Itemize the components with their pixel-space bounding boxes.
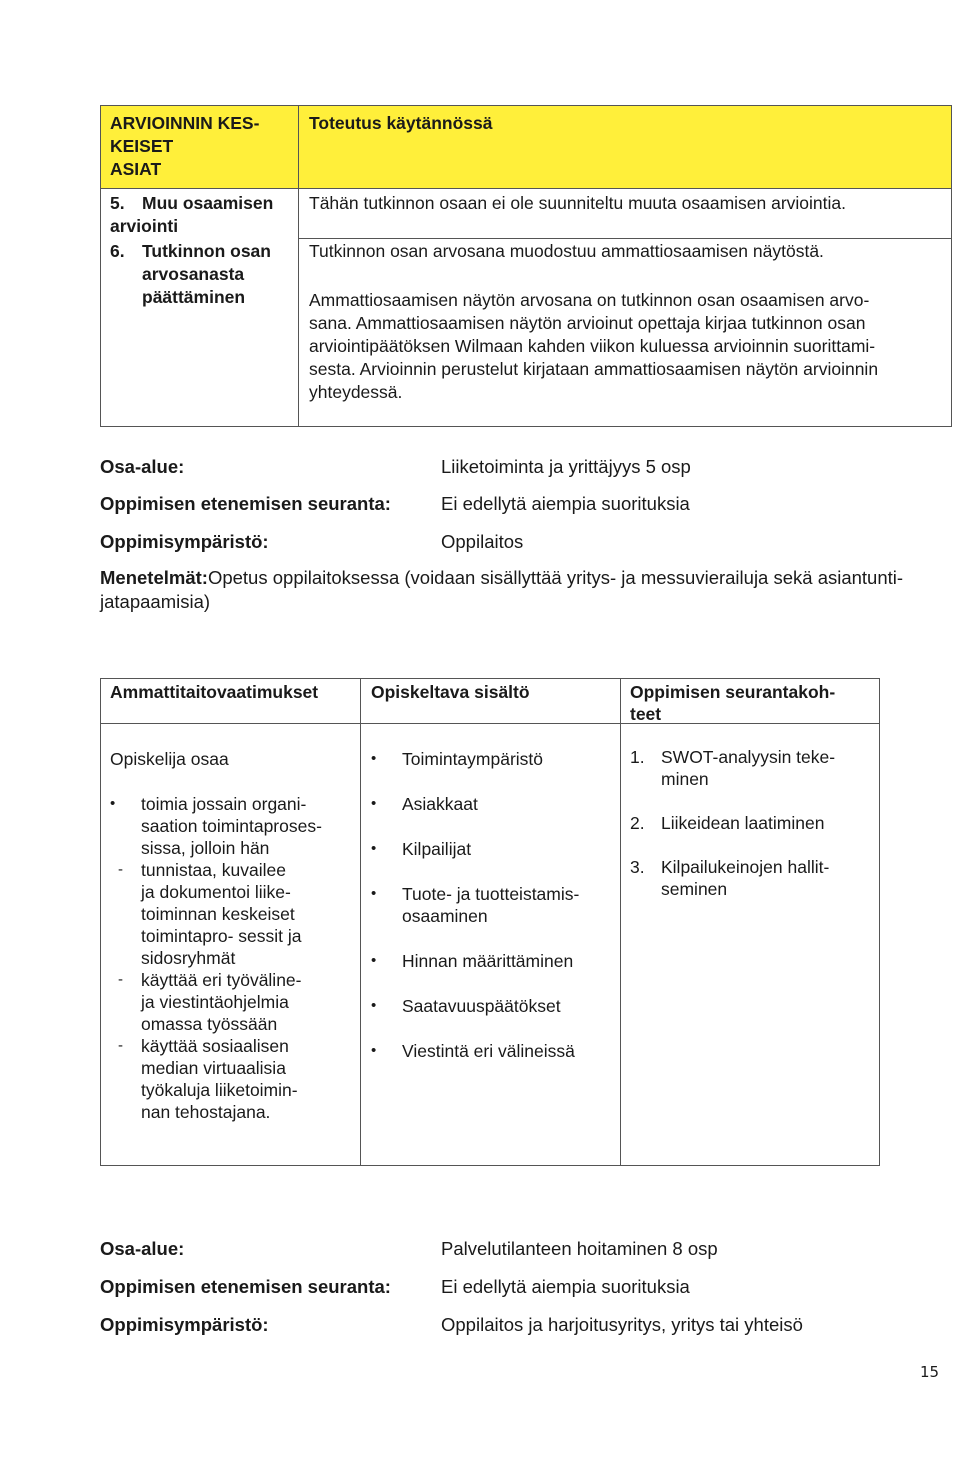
list-item: • Toimintaympäristö [371, 748, 611, 770]
header-ammattitaitovaatimukset: Ammattitaitovaatimukset [110, 682, 319, 702]
list-item [630, 812, 875, 834]
seuranta-label: Oppimisen etenemisen seuranta: [100, 1276, 391, 1297]
competence-table [100, 678, 880, 1166]
col3-numbered-list [630, 746, 875, 900]
column-divider [360, 679, 361, 1165]
item-text: Liikeidean laatiminen [661, 813, 825, 833]
row-number: 6. [110, 241, 125, 261]
column-divider [298, 106, 299, 426]
seuranta-value: Ei edellytä aiempia suorituksia [441, 493, 690, 514]
menetelmat-label: Menetelmät: [100, 567, 208, 588]
menetelmat-paragraph [100, 566, 950, 614]
oppimisymparisto-value: Oppilaitos ja harjoitusyritys, yritys tai yhteisö [441, 1314, 803, 1335]
list-item: - käyttää sosiaalisen median virtuaalisia työkaluja liiketoimin- nan tehostajana. [110, 1035, 355, 1123]
list-item: • Kilpailijat [371, 838, 611, 860]
list-item [630, 746, 875, 790]
list-item: • Hinnan määrittäminen [371, 950, 611, 972]
assessment-header-right: Toteutus käytännössä [309, 113, 493, 133]
list-item: - tunnistaa, kuvailee ja dokumentoi liike- toiminnan keskeiset toimintapro- sessit ja sidosryhmät [110, 859, 355, 969]
row-title-rest: arviointi [110, 216, 179, 236]
oppimisymparisto-label: Oppimisympäristö: [100, 531, 269, 552]
col2-content [371, 748, 611, 1062]
col1-bullet-text: toimia jossain organi- saation toimintaproses- sissa, jolloin hän [141, 794, 322, 858]
assessment-header-left: ARVIOINNIN KES- KEISET ASIAT [110, 113, 260, 179]
seuranta-value: Ei edellytä aiempia suorituksia [441, 1276, 690, 1297]
item-number: 2. [630, 813, 645, 833]
list-item: • Tuote- ja tuotteistamis- osaaminen [371, 883, 611, 927]
osa-alue-value: Palvelutilanteen hoitaminen 8 osp [441, 1238, 718, 1259]
column-divider [620, 679, 621, 1165]
assessment-row-5-text: Tähän tutkinnon osaan ei ole suunniteltu muuta osaamisen arviointia. [309, 193, 847, 213]
list-item [630, 856, 875, 900]
oppimisymparisto-label: Oppimisympäristö: [100, 1314, 269, 1335]
oppimisymparisto-value: Oppilaitos [441, 531, 524, 552]
row-number: 5. [110, 193, 125, 213]
assessment-table [100, 105, 952, 427]
osa-alue-label: Osa-alue: [100, 456, 185, 477]
menetelmat-value: Opetus oppilaitoksessa (voidaan sisällyttää yritys- ja messuvierailuja sekä asiantunti- jatapaamisia) [100, 567, 904, 612]
row-title-line1: Tutkinnon osan [142, 241, 271, 261]
item-text: Kilpailukeinojen hallit- seminen [661, 857, 830, 899]
col1-content [110, 748, 355, 1123]
row-divider [298, 238, 951, 239]
osa-alue-label: Osa-alue: [100, 1238, 185, 1259]
list-item [110, 793, 355, 1123]
assessment-table-header [101, 106, 951, 189]
item-number: 3. [630, 857, 645, 877]
col1-bullet-list [110, 793, 355, 1123]
row-title-rest: arvosanasta päättäminen [142, 264, 246, 307]
assessment-row-6-title [110, 240, 295, 309]
seuranta-label: Oppimisen etenemisen seuranta: [100, 493, 391, 514]
header-opiskeltava-sisalto: Opiskeltava sisältö [371, 682, 530, 702]
page-number: 15 [920, 1363, 940, 1381]
col2-bullet-list [371, 748, 611, 1062]
list-item: • Saatavuuspäätökset [371, 995, 611, 1017]
list-item: - käyttää eri työväline- ja viestintäohjelmia omassa työssään [110, 969, 355, 1035]
item-text: SWOT-analyysin teke- minen [661, 747, 836, 789]
osa-alue-value: Liiketoiminta ja yrittäjyys 5 osp [441, 456, 691, 477]
assessment-row-5-title [110, 192, 295, 238]
col3-content [630, 746, 875, 922]
list-item: • Asiakkaat [371, 793, 611, 815]
list-item: • Viestintä eri välineissä [371, 1040, 611, 1062]
row-title-line1: Muu osaamisen [142, 193, 274, 213]
assessment-row-6-text2: Ammattiosaamisen näytön arvosana on tutkinnon osan osaamisen arvo- sana. Ammattiosaamisen näytön arvioinut opettaja kirjaa tutkinnon osan arviointipäätöksen Wilmaan kahden viikon kuluessa arvioinnin suorittami- sesta. Arvioinnin perustelut kirjataan ammattiosaamisen näytön arvioinnin yhteydessä. [309, 290, 879, 402]
assessment-row-6-text1: Tutkinnon osan arvosana muodostuu ammattiosaamisen näytöstä. [309, 241, 824, 261]
item-number: 1. [630, 747, 645, 767]
col1-intro: Opiskelija osaa [110, 749, 229, 769]
col1-dash-list [110, 859, 355, 1123]
header-seurantakohteet: Oppimisen seurantakoh- teet [630, 682, 836, 724]
